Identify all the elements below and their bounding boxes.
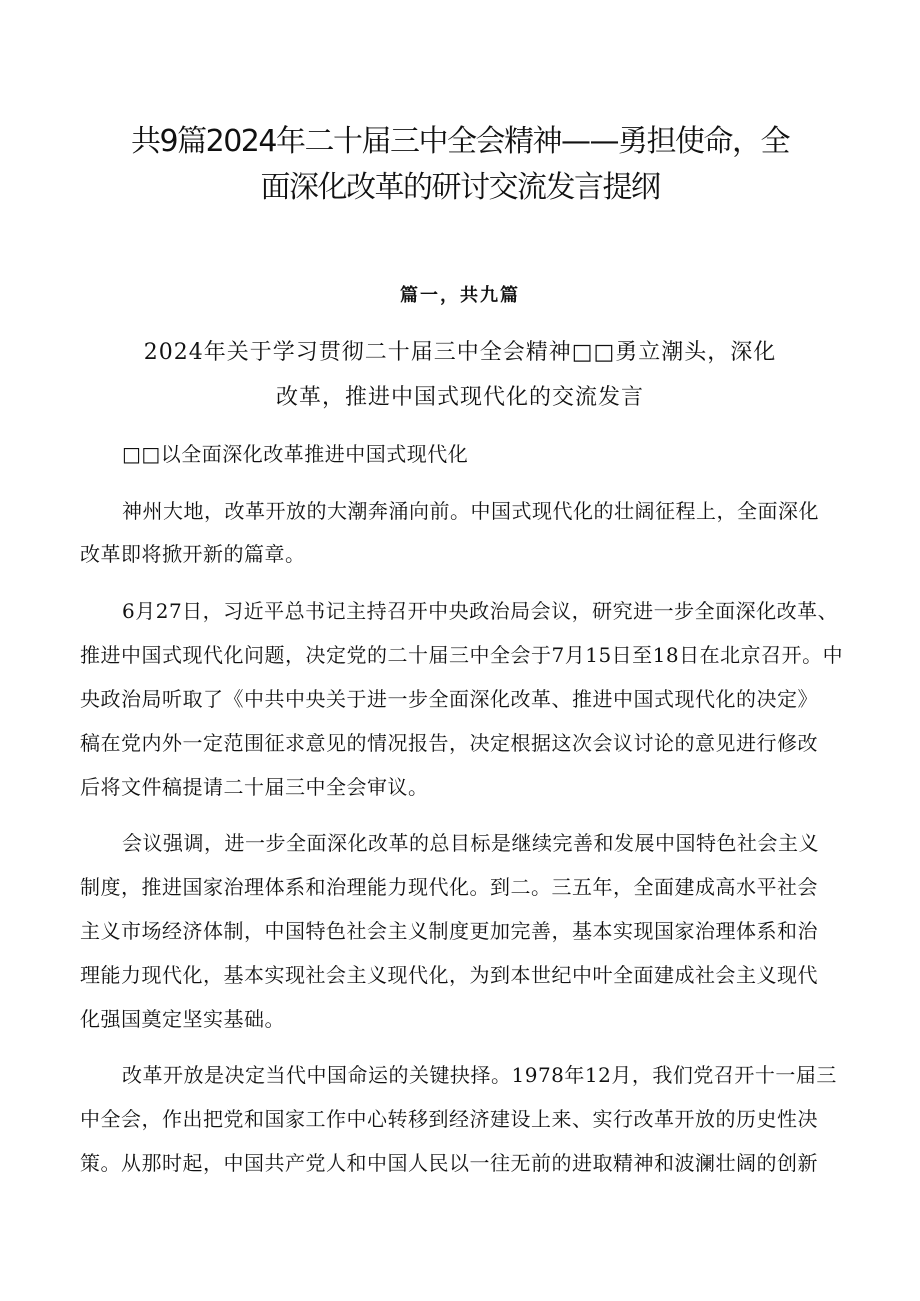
article-title-line-1: 2024年关于学习贯彻二十届三中全会精神□□勇立潮头，深化 [143, 340, 777, 365]
paragraph-3-line-2: 制度，推进国家治理体系和治理能力现代化。到二。三五年，全面建成高水平社会 [80, 875, 818, 899]
paragraph-3-line-3: 主义市场经济体制，中国特色社会主义制度更加完善，基本实现国家治理体系和治 [80, 919, 818, 943]
paragraph-2-line-1: 6月27日，习近平总书记主持召开中央政治局会议，研究进一步全面深化改革、 [122, 599, 839, 623]
paragraph-2-line-3: 央政治局听取了《中共中央关于进一步全面深化改革、推进中国式现代化的决定》 [80, 687, 818, 711]
document-title-line-1: 共9篇2024年二十届三中全会精神——勇担使命，全 [131, 124, 789, 159]
paragraph-3-line-1: 会议强调，进一步全面深化改革的总目标是继续完善和发展中国特色社会主义 [122, 831, 819, 855]
paragraph-4-line-3: 策。从那时起，中国共产党人和中国人民以一往无前的进取精神和波澜壮阔的创新 [80, 1151, 818, 1175]
paragraph-4-line-2: 中全会，作出把党和国家工作中心转移到经济建设上来、实行改革开放的历史性决 [80, 1107, 818, 1131]
lead-line: □□以全面深化改革推进中国式现代化 [122, 442, 469, 466]
paragraph-2-line-5: 后将文件稿提请二十届三中全会审议。 [80, 775, 429, 799]
article-title-line-2: 改革，推进中国式现代化的交流发言 [275, 385, 644, 410]
section-label: 篇一，共九篇 [400, 285, 520, 306]
paragraph-4-line-1: 改革开放是决定当代中国命运的关键抉择。1978年12月，我们党召开十一届三 [122, 1063, 837, 1087]
paragraph-3-line-5: 化强国奠定坚实基础。 [80, 1007, 285, 1031]
document-title-line-2: 面深化改革的研讨交流发言提纲 [260, 170, 660, 205]
paragraph-3-line-4: 理能力现代化，基本实现社会主义现代化，为到本世纪中叶全面建成社会主义现代 [80, 963, 818, 987]
paragraph-1-line-2: 改革即将掀开新的篇章。 [80, 542, 306, 566]
paragraph-2-line-2: 推进中国式现代化问题，决定党的二十届三中全会于7月15日至18日在北京召开。中 [80, 643, 844, 667]
paragraph-2-line-4: 稿在党内外一定范围征求意见的情况报告，决定根据这次会议讨论的意见进行修改 [80, 731, 818, 755]
paragraph-1-line-1: 神州大地，改革开放的大潮奔涌向前。中国式现代化的壮阔征程上，全面深化 [122, 499, 819, 523]
